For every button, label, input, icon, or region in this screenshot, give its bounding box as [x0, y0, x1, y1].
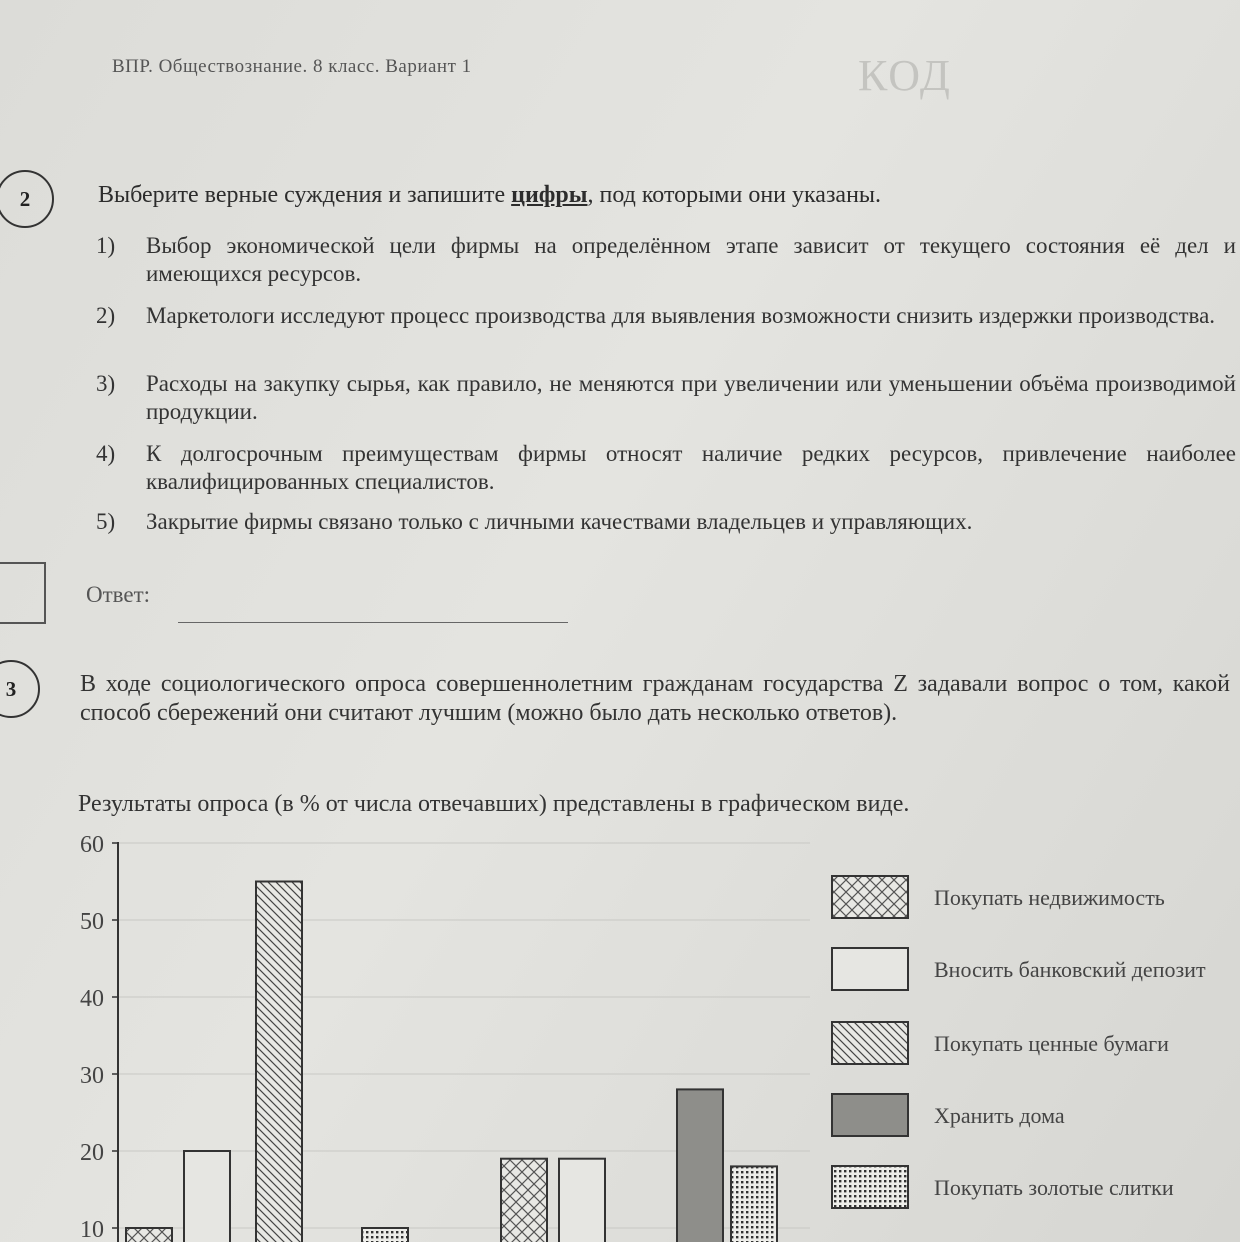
y-tick-label: 20: [80, 1140, 104, 1166]
bar-diagonal: [256, 882, 302, 1242]
task-2-number: 2: [0, 170, 54, 228]
instruction-text-after: , под которыми они указаны.: [587, 182, 882, 208]
y-tick-label: 30: [80, 1063, 104, 1089]
bar-crosshatch: [126, 1228, 172, 1242]
legend-item: [828, 1164, 1240, 1212]
y-tick-label: 60: [80, 832, 104, 858]
legend-item: [828, 1020, 1240, 1068]
legend-label: Хранить дома: [934, 1103, 1065, 1128]
legend-item: [828, 874, 1240, 922]
legend-label: Покупать золотые слитки: [934, 1175, 1174, 1200]
task-3-text: В ходе социологического опроса совершеннолетним гражданам государства Z задавали вопрос о том, какой способ сбережений они считают лучшим (можно было дать несколько ответов).: [80, 671, 1230, 726]
task-3-results-text: Результаты опроса (в % от числа отвечавших) представлены в графическом виде.: [78, 791, 910, 817]
legend-item: [828, 1092, 1240, 1140]
option-item: [96, 508, 1236, 536]
legend-swatch-solid-gray: [828, 1092, 912, 1140]
answer-line[interactable]: [178, 622, 568, 623]
bar-empty: [184, 1151, 230, 1242]
page-header: ВПР. Обществознание. 8 класс. Вариант 1: [112, 56, 472, 77]
answer-box[interactable]: [0, 562, 46, 624]
option-number: 2): [96, 303, 116, 328]
option-item: [96, 302, 1236, 330]
code-label: КОД: [858, 51, 952, 100]
option-number: 1): [96, 233, 116, 258]
answer-label: Ответ:: [86, 582, 151, 607]
y-tick-label: 50: [80, 909, 104, 935]
option-item: [96, 232, 1236, 288]
legend-item: [828, 946, 1240, 994]
legend-swatch-empty: [828, 946, 912, 994]
option-text: Маркетологи исследуют процесс производства для выявления возможности снизить издержки производства.: [146, 303, 1216, 328]
legend-swatch-diagonal: [828, 1020, 912, 1068]
bar-solid-gray: [677, 1089, 723, 1242]
option-item: [96, 440, 1236, 496]
legend-label: Вносить банковский депозит: [934, 957, 1206, 982]
option-number: 3): [96, 371, 116, 396]
legend-label: Покупать недвижимость: [934, 885, 1165, 910]
bar-dotted: [731, 1166, 777, 1242]
legend-label: Покупать ценные бумаги: [934, 1031, 1169, 1056]
bar-empty: [559, 1159, 605, 1242]
instruction-emphasis: цифры: [511, 182, 588, 208]
task-2-instruction: [98, 182, 1098, 209]
option-text: Закрытие фирмы связано только с личными качествами владельцев и управляющих.: [146, 509, 973, 534]
bar-dotted: [362, 1228, 408, 1242]
bar-crosshatch: [501, 1159, 547, 1242]
instruction-text-before: Выберите верные суждения и запишите: [98, 182, 512, 208]
legend-swatch-crosshatch: [828, 874, 912, 922]
option-number: 5): [96, 509, 116, 534]
option-text: К долгосрочным преимуществам фирмы относят наличие редких ресурсов, привлечение наиболее квалифицированных специалистов.: [146, 441, 1236, 494]
legend-swatch-dotted: [828, 1164, 912, 1212]
savings-bar-chart: [0, 830, 820, 1242]
option-number: 4): [96, 441, 116, 466]
option-text: Выбор экономической цели фирмы на определённом этапе зависит от текущего состояния её дел и имеющихся ресурсов.: [146, 233, 1236, 286]
y-tick-label: 10: [80, 1217, 104, 1242]
option-text: Расходы на закупку сырья, как правило, не меняются при увеличении или уменьшении объёма производимой продукции.: [146, 371, 1236, 424]
task-3-number: 3: [0, 660, 40, 718]
y-tick-label: 40: [80, 986, 104, 1012]
option-item: [96, 370, 1236, 426]
